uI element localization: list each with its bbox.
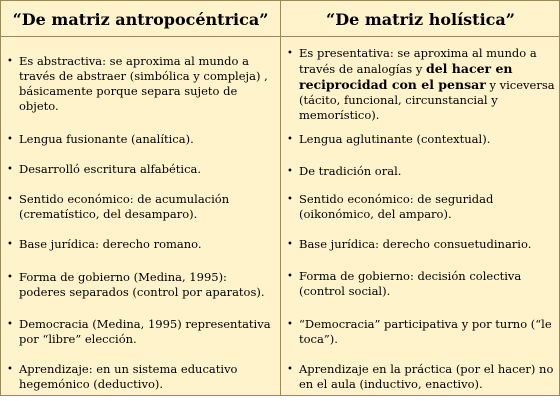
bullet: • <box>287 194 293 205</box>
bullet: • <box>287 48 293 59</box>
left-item-democracia <box>7 317 275 347</box>
left-item-escritura <box>7 162 275 177</box>
bullet: • <box>287 319 293 330</box>
right-item-text-after: y viceversa (tácito, funcional, circunstancial y memorístico). <box>299 78 555 122</box>
right-item-tradicion <box>287 164 555 179</box>
left-item-text: Lengua fusionante (analítica). <box>19 132 194 146</box>
bullet: • <box>7 134 13 145</box>
right-item-juridica <box>287 237 555 252</box>
left-item-text: Sentido económico: de acumulación (crematístico, del desamparo). <box>19 192 230 221</box>
column-divider <box>280 1 281 395</box>
bullet: • <box>287 271 293 282</box>
right-item-presentativa <box>287 46 555 123</box>
bullet: • <box>7 164 13 175</box>
bullet: • <box>287 239 293 250</box>
right-item-text: Base jurídica: derecho consuetudinario. <box>299 237 532 251</box>
left-item-text: Es abstractiva: se aproxima al mundo a través de abstraer (simbólica y compleja) , básicamente porque separa sujeto de objeto. <box>19 54 268 113</box>
right-item-gobierno <box>287 269 555 299</box>
bullet: • <box>7 56 13 67</box>
left-item-text: Desarrolló escritura alfabética. <box>19 162 202 176</box>
right-item-democracia <box>287 317 555 347</box>
bullet: • <box>287 134 293 145</box>
bullet: • <box>7 194 13 205</box>
left-item-juridica <box>7 237 275 252</box>
right-item-lengua <box>287 132 555 147</box>
left-item-text: Base jurídica: derecho romano. <box>19 237 202 251</box>
right-item-text: Forma de gobierno: decisión colectiva (control social). <box>299 269 522 298</box>
left-item-text: Aprendizaje: en un sistema educativo hegemónico (deductivo). <box>19 362 238 391</box>
right-item-text: Aprendizaje en la práctica (por el hacer) no en el aula (inductivo, enactivo). <box>299 362 554 391</box>
bullet: • <box>7 239 13 250</box>
right-item-text: De tradición oral. <box>299 164 402 178</box>
left-item-text: Democracia (Medina, 1995) representativa por “libre” elección. <box>19 317 271 346</box>
left-item-text: Forma de gobierno (Medina, 1995): poderes separados (control por aparatos). <box>19 270 265 299</box>
left-item-lengua <box>7 132 275 147</box>
left-item-gobierno <box>7 270 275 300</box>
right-item-economico <box>287 192 555 222</box>
bullet: • <box>7 364 13 375</box>
right-item-text: “Democracia” participativa y por turno (“le toca”). <box>299 317 552 346</box>
bullet: • <box>287 166 293 177</box>
bullet: • <box>287 364 293 375</box>
right-item-text: Lengua aglutinante (contextual). <box>299 132 491 146</box>
header-holistica: “De matriz holística” <box>326 10 515 29</box>
bullet: • <box>7 272 13 283</box>
header-antropocentrica: “De matriz antropocéntrica” <box>12 10 269 29</box>
right-item-text-bold: del hacer en reciprocidad con el pensar <box>299 61 513 92</box>
right-item-text: Sentido económico: de seguridad (oikonómico, del amparo). <box>299 192 494 221</box>
right-item-text <box>287 46 555 123</box>
right-item-aprendizaje <box>287 362 555 392</box>
left-item-economico <box>7 192 275 222</box>
right-item-text-before: Es presentativa: se aproxima al mundo a través de analogías y <box>299 46 537 76</box>
header-divider <box>1 36 559 37</box>
left-item-abstractiva <box>7 54 275 114</box>
left-item-aprendizaje <box>7 362 275 392</box>
bullet: • <box>7 319 13 330</box>
